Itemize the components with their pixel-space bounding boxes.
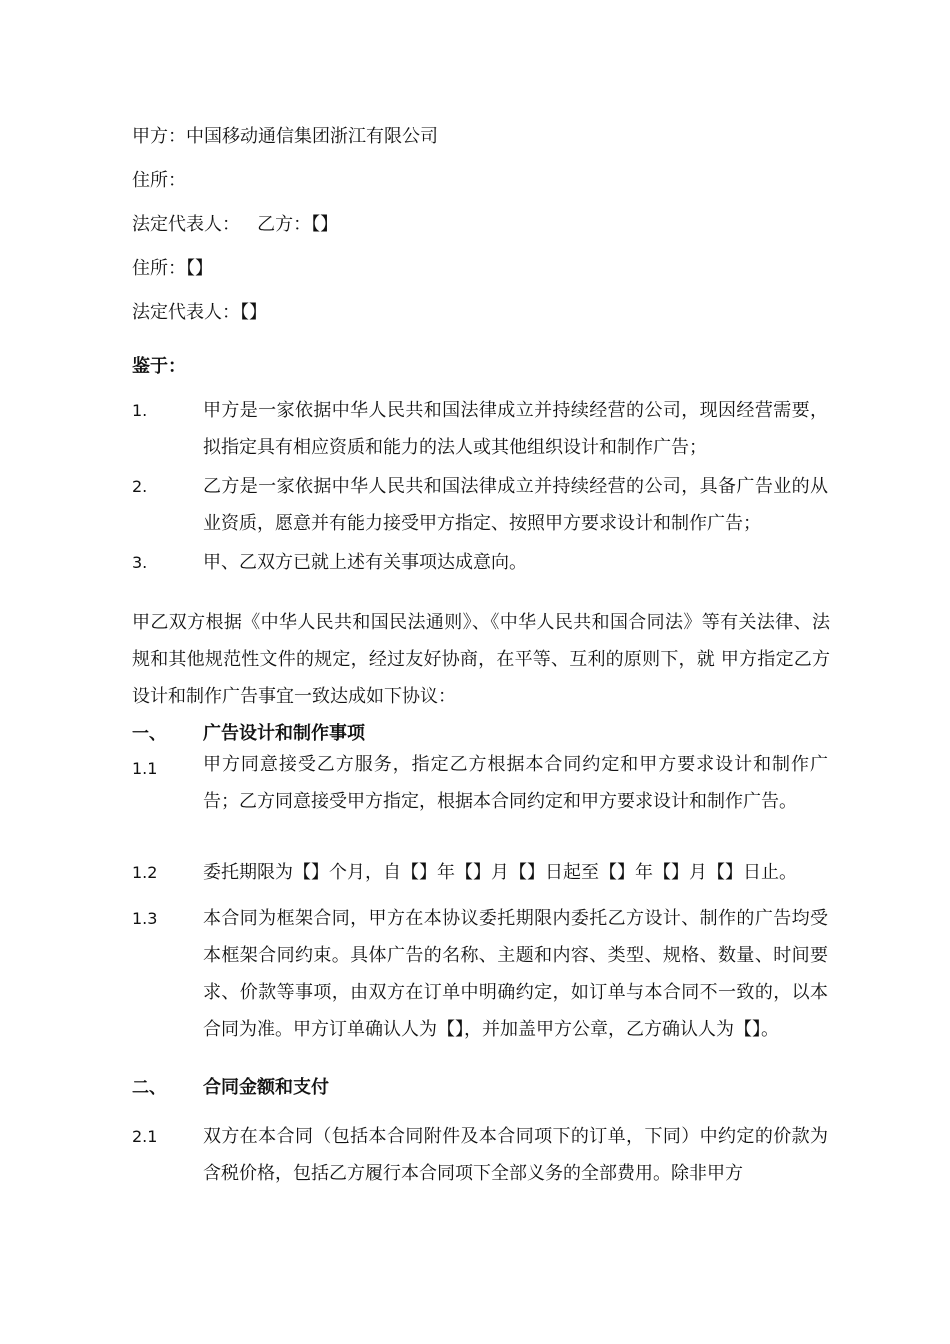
whereas-item-number: 1.: [132, 401, 148, 420]
clause-text: 本合同为框架合同，甲方在本协议委托期限内委托乙方设计、制作的广告均受本框架合同约束。具体广告的名称、主题和内容、类型、规格、数量、时间要求、价款等事项，由双方在订单中明确约定，如订单与本合同不一致的，以本合同为准。甲方订单确认人为【】，并加盖甲方公章，乙方确认人为【】。: [203, 908, 828, 1040]
section-number: 一、: [132, 724, 166, 744]
rep-b-line: 法定代表人：【】: [132, 302, 267, 323]
whereas-item-text: 甲方是一家依据中华人民共和国法律成立并持续经营的公司，现因经营需要，拟指定具有相应资质和能力的法人或其他组织设计和制作广告；: [203, 400, 828, 458]
clause-number: 2.1: [132, 1127, 158, 1146]
rep-a-party-b-line: 法定代表人： 乙方：【】: [132, 214, 339, 235]
address-a-line: 住所：: [132, 170, 186, 191]
section-title: 广告设计和制作事项: [203, 723, 365, 744]
clause-text: 委托期限为【】个月，自【】年【】月【】日起至【】年【】月【】日止。: [203, 862, 797, 883]
section-title: 合同金额和支付: [203, 1077, 329, 1098]
address-b-line: 住所：【】: [132, 258, 213, 279]
preamble-paragraph: 甲乙双方根据《中华人民共和国民法通则》、《中华人民共和国合同法》等有关法律、法规和其他规范性文件的规定，经过友好协商，在平等、互利的原则下，就 甲方指定乙方设计和制作广告事宜一致达成如下协议：: [132, 612, 830, 707]
whereas-item-text: 乙方是一家依据中华人民共和国法律成立并持续经营的公司，具备广告业的从业资质，愿意并有能力接受甲方指定、按照甲方要求设计和制作广告；: [203, 476, 828, 534]
whereas-item-number: 2.: [132, 477, 148, 496]
clause-number: 1.1: [132, 759, 158, 778]
clause-text: 甲方同意接受乙方服务，指定乙方根据本合同约定和甲方要求设计和制作广告；乙方同意接受甲方指定，根据本合同约定和甲方要求设计和制作广告。: [203, 754, 828, 812]
clause-text: 双方在本合同（包括本合同附件及本合同项下的订单，下同）中约定的价款为含税价格，包括乙方履行本合同项下全部义务的全部费用。除非甲方: [203, 1126, 828, 1184]
clause-number: 1.2: [132, 863, 158, 882]
whereas-title: 鉴于：: [132, 356, 186, 377]
whereas-item-text: 甲、乙双方已就上述有关事项达成意向。: [203, 552, 527, 573]
clause-number: 1.3: [132, 909, 158, 928]
section-number: 二、: [132, 1078, 166, 1098]
party-a-line: 甲方：中国移动通信集团浙江有限公司: [132, 126, 438, 147]
whereas-item-number: 3.: [132, 553, 148, 572]
